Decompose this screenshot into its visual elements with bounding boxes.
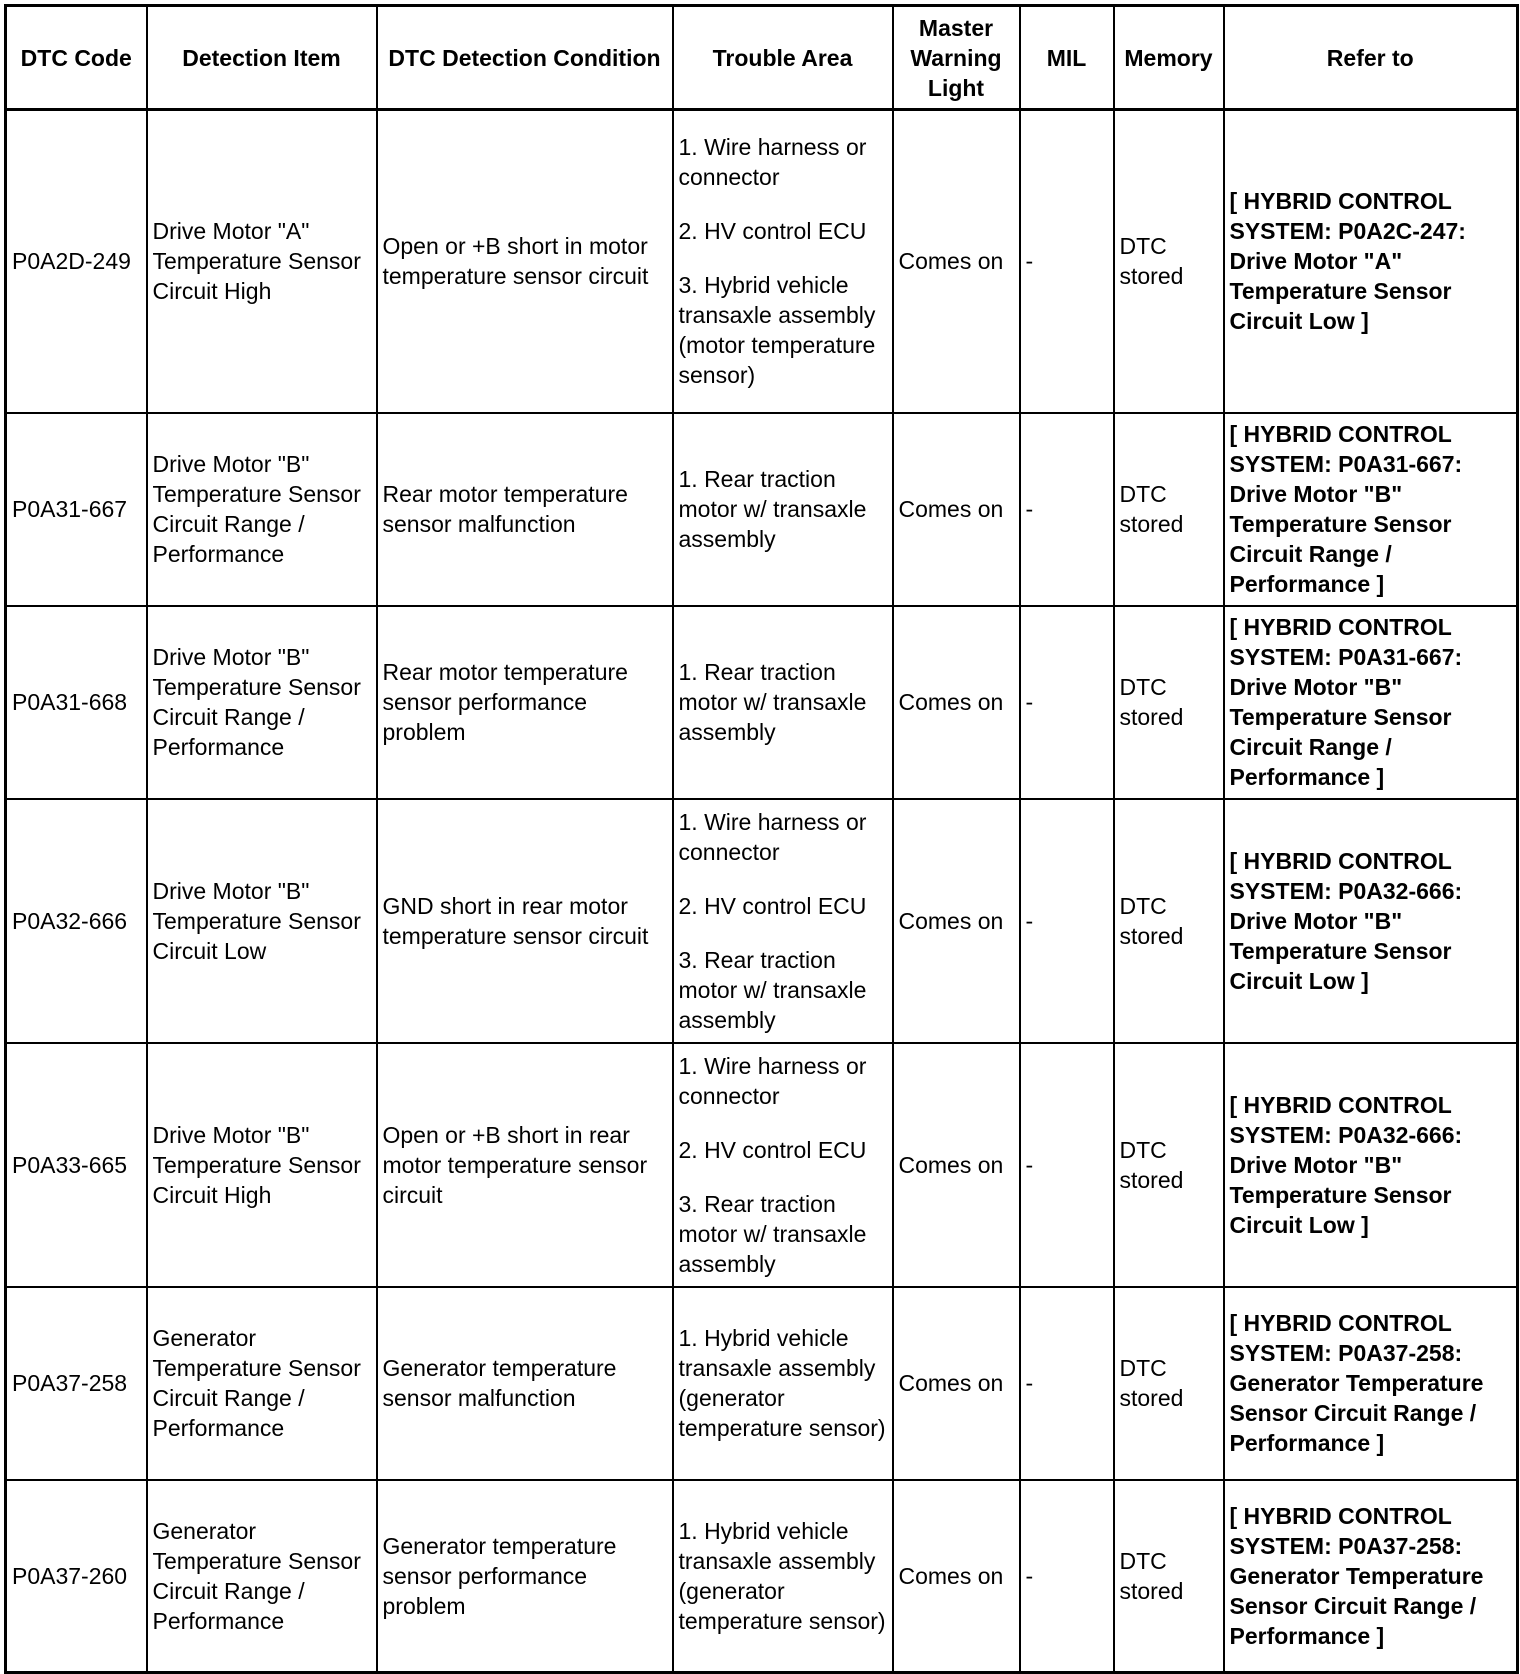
dtc-code-cell: P0A32-666 (6, 799, 147, 1043)
detection-item-cell: Drive Motor "B" Temperature Sensor Circuit Range / Performance (147, 413, 377, 606)
dtc-code-cell: P0A31-668 (6, 606, 147, 799)
header-detection-item: Detection Item (147, 6, 377, 110)
trouble-area-item: 3. Rear traction motor w/ transaxle assembly (678, 946, 867, 1033)
table-header-row (6, 6, 1518, 110)
table-row (6, 1043, 1518, 1287)
trouble-area-cell (673, 606, 893, 799)
mil-cell: - (1020, 413, 1114, 606)
refer-to-cell: [ HYBRID CONTROL SYSTEM: P0A31-667: Drive Motor "B" Temperature Sensor Circuit Range / Performance ] (1224, 606, 1518, 799)
trouble-area-cell (673, 1287, 893, 1480)
dtc-code-cell: P0A33-665 (6, 1043, 147, 1287)
trouble-area-item: 1. Rear traction motor w/ transaxle assembly (678, 659, 867, 745)
dtc-code-cell: P0A2D-249 (6, 110, 147, 413)
header-trouble-area: Trouble Area (673, 6, 893, 110)
trouble-area-item: 1. Wire harness or connector (678, 134, 867, 191)
memory-cell: DTC stored (1114, 1043, 1224, 1287)
trouble-area-item: 2. HV control ECU (678, 218, 867, 245)
detection-item-cell: Generator Temperature Sensor Circuit Range / Performance (147, 1287, 377, 1480)
detection-condition-cell: Open or +B short in rear motor temperature sensor circuit (377, 1043, 673, 1287)
table-row (6, 606, 1518, 799)
header-detection-condition: DTC Detection Condition (377, 6, 673, 110)
master-warning-light-cell: Comes on (893, 110, 1020, 413)
detection-condition-cell: Rear motor temperature sensor malfunction (377, 413, 673, 606)
detection-item-cell: Drive Motor "A" Temperature Sensor Circuit High (147, 110, 377, 413)
master-warning-light-cell: Comes on (893, 413, 1020, 606)
dtc-table (4, 4, 1519, 1674)
header-master-warning-light: Master Warning Light (893, 6, 1020, 110)
trouble-area-cell (673, 1043, 893, 1287)
header-dtc-code: DTC Code (6, 6, 147, 110)
memory-cell: DTC stored (1114, 1287, 1224, 1480)
mil-cell: - (1020, 606, 1114, 799)
detection-item-cell: Generator Temperature Sensor Circuit Range / Performance (147, 1480, 377, 1673)
trouble-area-item: 2. HV control ECU (678, 892, 867, 919)
detection-item-cell: Drive Motor "B" Temperature Sensor Circuit Range / Performance (147, 606, 377, 799)
table-row (6, 413, 1518, 606)
refer-to-cell: [ HYBRID CONTROL SYSTEM: P0A2C-247: Drive Motor "A" Temperature Sensor Circuit Low ] (1224, 110, 1518, 413)
trouble-area-item: 3. Rear traction motor w/ transaxle assembly (678, 1190, 867, 1277)
memory-cell: DTC stored (1114, 1480, 1224, 1673)
trouble-area-item: 3. Hybrid vehicle transaxle assembly (motor temperature sensor) (678, 272, 876, 389)
memory-cell: DTC stored (1114, 606, 1224, 799)
table-row (6, 1287, 1518, 1480)
memory-cell: DTC stored (1114, 799, 1224, 1043)
detection-condition-cell: Rear motor temperature sensor performance problem (377, 606, 673, 799)
dtc-document (4, 4, 1516, 1668)
table-row (6, 110, 1518, 413)
memory-cell: DTC stored (1114, 110, 1224, 413)
mil-cell: - (1020, 1480, 1114, 1673)
mil-cell: - (1020, 110, 1114, 413)
detection-item-cell: Drive Motor "B" Temperature Sensor Circuit Low (147, 799, 377, 1043)
trouble-area-item: 1. Hybrid vehicle transaxle assembly (generator temperature sensor) (678, 1517, 886, 1634)
trouble-area-item: 1. Rear traction motor w/ transaxle assembly (678, 466, 867, 552)
header-memory: Memory (1114, 6, 1224, 110)
trouble-area-cell (673, 799, 893, 1043)
header-mil: MIL (1020, 6, 1114, 110)
trouble-area-cell (673, 413, 893, 606)
detection-condition-cell: GND short in rear motor temperature sensor circuit (377, 799, 673, 1043)
trouble-area-item: 1. Wire harness or connector (678, 808, 867, 865)
master-warning-light-cell: Comes on (893, 799, 1020, 1043)
master-warning-light-cell: Comes on (893, 606, 1020, 799)
refer-to-cell: [ HYBRID CONTROL SYSTEM: P0A37-258: Generator Temperature Sensor Circuit Range / Performance ] (1224, 1287, 1518, 1480)
dtc-code-cell: P0A31-667 (6, 413, 147, 606)
detection-item-cell: Drive Motor "B" Temperature Sensor Circuit High (147, 1043, 377, 1287)
detection-condition-cell: Generator temperature sensor performance problem (377, 1480, 673, 1673)
refer-to-cell: [ HYBRID CONTROL SYSTEM: P0A32-666: Drive Motor "B" Temperature Sensor Circuit Low ] (1224, 1043, 1518, 1287)
refer-to-cell: [ HYBRID CONTROL SYSTEM: P0A31-667: Drive Motor "B" Temperature Sensor Circuit Range / Performance ] (1224, 413, 1518, 606)
mil-cell: - (1020, 799, 1114, 1043)
trouble-area-item: 1. Wire harness or connector (678, 1052, 867, 1109)
master-warning-light-cell: Comes on (893, 1043, 1020, 1287)
trouble-area-item: 2. HV control ECU (678, 1136, 867, 1163)
master-warning-light-cell: Comes on (893, 1287, 1020, 1480)
trouble-area-item: 1. Hybrid vehicle transaxle assembly (generator temperature sensor) (678, 1325, 886, 1441)
detection-condition-cell: Open or +B short in motor temperature sensor circuit (377, 110, 673, 413)
refer-to-cell: [ HYBRID CONTROL SYSTEM: P0A37-258: Generator Temperature Sensor Circuit Range / Performance ] (1224, 1480, 1518, 1673)
master-warning-light-cell: Comes on (893, 1480, 1020, 1673)
trouble-area-cell (673, 110, 893, 413)
memory-cell: DTC stored (1114, 413, 1224, 606)
table-row (6, 1480, 1518, 1673)
detection-condition-cell: Generator temperature sensor malfunction (377, 1287, 673, 1480)
dtc-code-cell: P0A37-258 (6, 1287, 147, 1480)
table-row (6, 799, 1518, 1043)
dtc-code-cell: P0A37-260 (6, 1480, 147, 1673)
header-refer-to: Refer to (1224, 6, 1518, 110)
mil-cell: - (1020, 1043, 1114, 1287)
refer-to-cell: [ HYBRID CONTROL SYSTEM: P0A32-666: Drive Motor "B" Temperature Sensor Circuit Low ] (1224, 799, 1518, 1043)
mil-cell: - (1020, 1287, 1114, 1480)
trouble-area-cell (673, 1480, 893, 1673)
